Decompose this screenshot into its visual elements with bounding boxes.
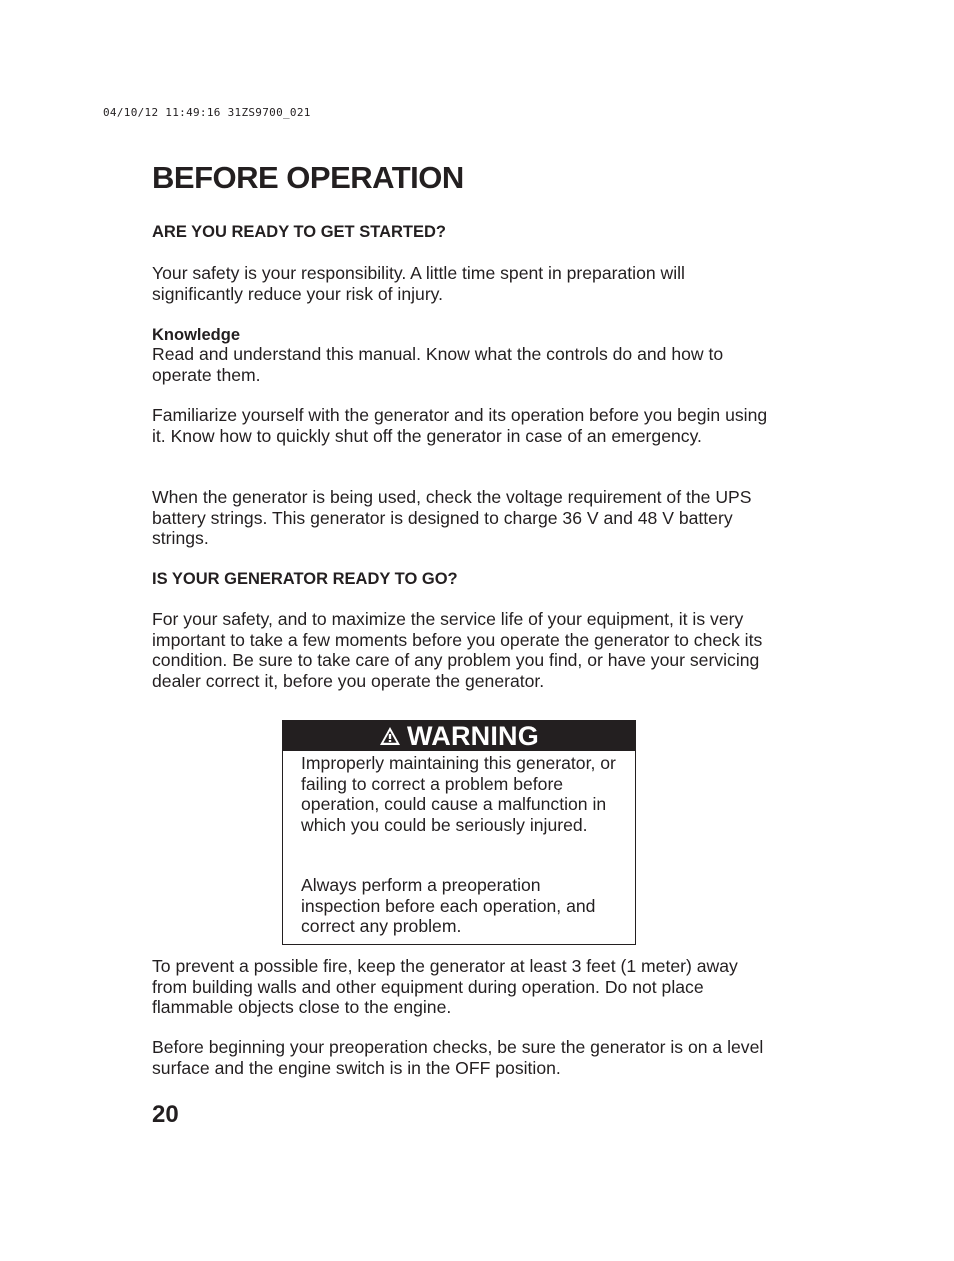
generator-check-paragraph: For your safety, and to maximize the service life of your equipment, it is very important to take a few moments before you operate the generator to check its condition. Be sure to take care of any problem you find, or have your servicing dealer correct it, before you operate the generator. xyxy=(152,609,763,691)
warning-box xyxy=(282,720,636,945)
warning-header xyxy=(283,721,635,751)
warning-text-1: Improperly maintaining this generator, or failing to correct a problem before operation, could cause a malfunction in which you could be seriously injured. xyxy=(301,753,616,835)
voltage-paragraph: When the generator is being used, check the voltage requirement of the UPS battery strings. This generator is designed to charge 36 V and 48 V battery strings. xyxy=(152,487,752,548)
fire-prevention-paragraph: To prevent a possible fire, keep the generator at least 3 feet (1 meter) away from building walls and other equipment during operation. Do not place flammable objects close to the engine. xyxy=(152,956,738,1017)
print-stamp: 04/10/12 11:49:16 31ZS9700_021 xyxy=(103,106,311,119)
knowledge-label: Knowledge xyxy=(152,326,241,344)
warning-triangle-icon xyxy=(379,726,401,746)
familiarize-paragraph: Familiarize yourself with the generator and its operation before you begin using it. Know how to quickly shut off the generator in case of an emergency. xyxy=(152,405,768,446)
page-number: 20 xyxy=(152,1101,179,1128)
knowledge-paragraph: Read and understand this manual. Know what the controls do and how to operate them. xyxy=(152,344,724,385)
intro-paragraph: Your safety is your responsibility. A little time spent in preparation will significantly reduce your risk of injury. xyxy=(152,263,685,304)
warning-text-2: Always perform a preoperation inspection before each operation, and correct any problem. xyxy=(301,875,596,936)
preoperation-checks-paragraph: Before beginning your preoperation checks, be sure the generator is on a level surface and the engine switch is in the OFF position. xyxy=(152,1037,764,1078)
warning-title: WARNING xyxy=(407,721,539,751)
page-title: BEFORE OPERATION xyxy=(152,160,464,195)
section-heading-generator-ready: IS YOUR GENERATOR READY TO GO? xyxy=(152,570,458,588)
section-heading-ready: ARE YOU READY TO GET STARTED? xyxy=(152,223,446,241)
